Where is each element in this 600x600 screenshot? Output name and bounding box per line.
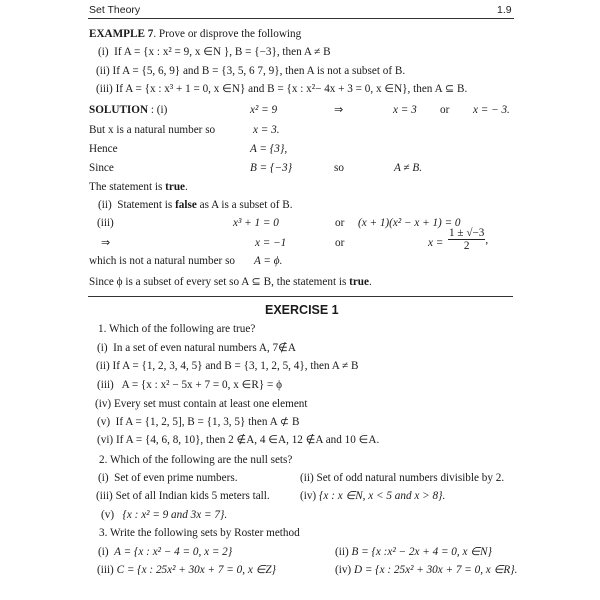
chapter-title: Set Theory [89,4,141,16]
q3-item-iii [97,564,276,577]
item-label: (ii) [335,546,349,558]
q2-item-iii [96,490,270,503]
or-word: or [335,217,345,229]
solution-label: SOLUTION [89,104,149,116]
example-item-1 [98,46,331,59]
eq-a-neq-b: A ≠ B. [394,162,422,174]
q2-item-v [101,509,227,522]
item-label: (iii) [97,379,114,391]
eq-x-3-b: x = 3. [253,124,280,136]
q1-item-v [97,416,300,429]
item-text: In a set of even natural numbers A, 7∉A [113,342,296,354]
example-item-3 [96,83,467,96]
item-label: (vi) [97,434,114,446]
example-item-2 [96,65,405,78]
q1-item-iii [97,379,282,392]
conclusion-text: Since ϕ is a subset of every set so A ⊆ B, the statement is [89,276,347,288]
question-1: 1. Which of the following are true? [98,323,256,335]
solution-heading: SOLUTION : (i) [89,104,168,116]
item-text: Set of odd natural numbers divisible by 2. [316,472,505,484]
item-label: (iv) [335,564,352,576]
item-text: A = {x : x² − 5x + 7 = 0, x ∈R} = ϕ [121,379,282,391]
fraction-numerator: 1 ± √−3 [449,227,485,239]
item-text: Set of even prime numbers. [114,472,238,484]
item-label: (ii) [96,360,110,372]
so-word: so [334,162,344,174]
item-label: (v) [97,416,111,428]
item-label: (i) [98,472,109,484]
item-label: (v) [101,509,115,521]
item-label: (iii) [96,83,113,95]
eq-x-3: x = 3 [393,104,417,116]
or-word: or [440,104,450,116]
eq-x-neg1: x = −1 [255,237,287,249]
item-text: If A = {1, 2, 5], B = {1, 3, 5} then A ⊄ B [115,416,300,428]
solution-line-2: But x is a natural number so [89,124,216,136]
true-word: true [349,276,369,288]
item-label: (iii) [97,564,114,576]
item-text: D = {x : 25x² + 30x + 7 = 0, x ∈R}. [353,564,518,576]
item-label: (iv) [95,398,112,410]
item-text: Every set must contain at least one element [113,398,308,410]
exercise-title: EXERCISE 1 [265,303,339,317]
header-rule [88,18,514,19]
final-conclusion: Since ϕ is a subset of every set so A ⊆ B, the statement is true. [89,276,372,288]
or-word: or [335,237,345,249]
not-natural-text: which is not a natural number so [89,255,236,267]
q2-item-iv [300,490,445,503]
q3-item-iv [335,564,517,577]
part-iii-label: (iii) [97,217,114,229]
statement-true-i: The statement is true. [89,181,188,193]
q2-item-i [98,472,238,485]
eq-a-set: A = {3}, [250,143,288,155]
item-label: (iv) [300,490,317,502]
item-text: If A = {x : x³ + 1 = 0, x ∈N} and B = {x : x²− 4x + 3 = 0, x ∈N}, then A ⊆ B. [115,83,468,95]
solution-hence: Hence [89,143,118,155]
item-text: B = {x :x² − 2x + 4 = 0, x ∈N} [351,546,492,558]
implies-symbol: ⇒ [334,104,344,116]
quadratic-fraction [448,228,488,253]
example-intro: . Prove or disprove the following [153,28,302,40]
solution-since: Since [89,162,114,174]
eq-factored: (x + 1)(x² − x + 1) = 0 [358,217,461,229]
item-text: If A = {4, 6, 8, 10}, then 2 ∉A, 4 ∈A, 12 ∉A and 10 ∈A. [115,434,380,446]
item-label: (i) [98,46,109,58]
part-label: (ii) [98,199,112,211]
item-label: (i) [98,546,109,558]
item-text: Set of all Indian kids 5 meters tall. [115,490,270,502]
q3-item-i [98,546,232,559]
statement-text: Statement is [117,199,173,211]
q2-item-ii [300,472,504,485]
section-divider [88,296,513,297]
page-number: 1.9 [497,4,512,16]
eq-x-neg3: x = − 3. [473,104,510,116]
item-text: C = {x : 25x² + 30x + 7 = 0, x ∈Z} [116,564,277,576]
true-word: true [165,181,186,193]
example-title: EXAMPLE 7 [89,28,154,40]
q1-item-i [97,342,296,355]
question-3: 3. Write the following sets by Roster method [99,527,300,539]
part-ii-line [98,199,293,212]
item-text: If A = {1, 2, 3, 4, 5} and B = {3, 1, 2, 5, 4}, then A ≠ B [112,360,359,372]
item-text: A = {x : x² − 4 = 0, x = 2} [114,546,233,558]
false-word: false [175,199,197,211]
item-text: {x : x² = 9 and 3x = 7}. [122,509,228,521]
eq-a-empty: A = ϕ. [254,255,283,267]
statement-rest: as A is a subset of B. [199,199,293,211]
comma: , [485,234,489,247]
eq-x-squared: x² = 9 [250,104,278,116]
eq-x-label: x = [428,237,444,249]
item-label: (iii) [96,490,113,502]
q1-item-iv [95,398,308,411]
q1-item-vi [97,434,379,447]
part-label: (i) [156,104,168,116]
item-text: If A = {5, 6, 9} and B = {3, 5, 6 7, 9}, then A is not a subset of B. [112,65,406,77]
eq-cubic: x³ + 1 = 0 [233,217,279,229]
item-label: (ii) [300,472,314,484]
item-label: (ii) [96,65,110,77]
example-heading [89,28,301,41]
eq-b-set: B = {−3} [250,162,293,174]
q3-item-ii [335,546,492,559]
question-2: 2. Which of the following are the null sets? [99,454,293,466]
statement-text: The statement is [89,181,163,193]
item-label: (i) [97,342,108,354]
item-text: If A = {x : x² = 9, x ∈N }, B = {−3}, then A ≠ B [114,46,331,58]
fraction-denominator: 2 [463,240,470,252]
implies-symbol: ⇒ [101,237,111,249]
item-text: {x : x ∈N, x < 5 and x > 8}. [318,490,446,502]
q1-item-ii [96,360,358,373]
